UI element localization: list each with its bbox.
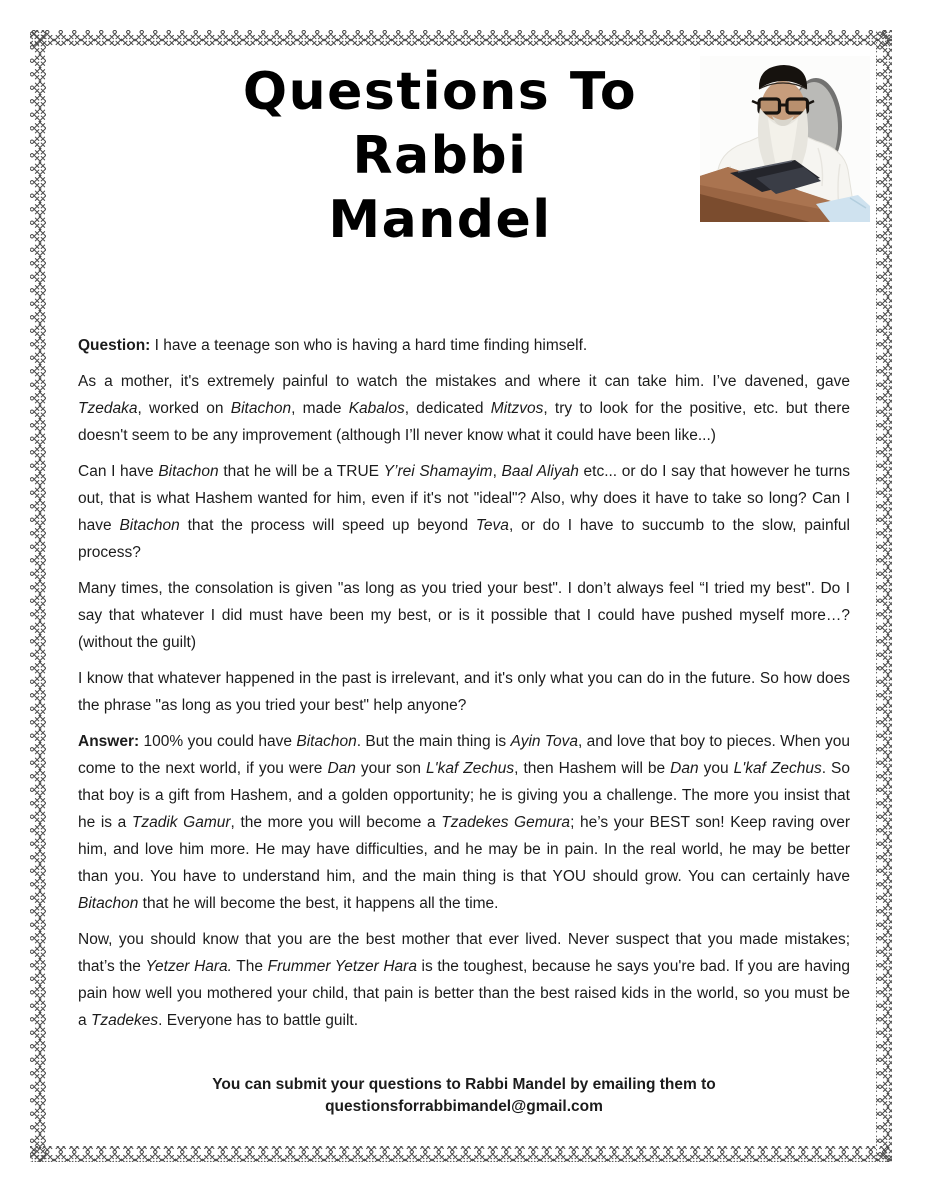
footer — [78, 1074, 850, 1118]
paragraph: As a mother, it's extremely painful to watch the mistakes and where it can take him. I’ve davened, gave Tzedaka, worked on Bitachon, made Kabalos, dedicated Mitzvos, try to look for the positive, etc. but there doesn't seem to be any improvement (although I’ll never know what it could have been like...) — [78, 373, 850, 444]
rabbi-mandel-photo — [700, 56, 870, 222]
paragraph: I know that whatever happened in the past is irrelevant, and it's only what you can do in the future. So how does the phrase "as long as you tried your best" help anyone? — [78, 670, 850, 714]
title-line-1: Questions To — [242, 62, 638, 122]
email-address: questionsforrabbimandel@gmail.com — [325, 1098, 603, 1115]
paragraph: Question: I have a teenage son who is having a hard time finding himself. — [78, 337, 588, 354]
title-line-2: Rabbi — [352, 126, 528, 186]
paragraph: Can I have Bitachon that he will be a TRUE Y’rei Shamayim, Baal Aliyah etc... or do I say that however he turns out, that is what Hashem wanted for him, even if it's not "ideal"? Also, why does it have to take so long? Can I have Bitachon that the process will speed up beyond Teva, or do I have to succumb to the slow, painful process? — [78, 463, 850, 561]
paragraph: Answer: 100% you could have Bitachon. But the main thing is Ayin Tova, and love that boy to pieces. When you come to the next world, if you were Dan your son L'kaf Zechus, then Hashem will be Dan you L'kaf Zechus. So that boy is a gift from Hashem, and a golden opportunity; he is giving you a challenge. The more you insist that he is a Tzadik Gamur, the more you will become a Tzadekes Gemura; he’s your BEST son! Keep raving over him, and love him more. He may have difficulties, and he may be in pain. In the real world, he may be better than you. You have to understand him, and the main thing is that YOU should grow. You can certainly have Bitachon that he will become the best, it happens all the time. — [78, 733, 851, 912]
paragraph: Many times, the consolation is given "as long as you tried your best". I don’t always feel “I tried my best". Do I say that whatever I did must have been my best, or is it possible that I could have pushed myself more…? (without the guilt) — [78, 580, 850, 651]
paragraph: Now, you should know that you are the best mother that ever lived. Never suspect that you made mistakes; that’s the Yetzer Hara. The Frummer Yetzer Hara is the toughest, because he says you're bad. If you are having pain how well you mothered your child, that pain is better than the best raised kids in the world, so you must be a Tzadekes. Everyone has to battle guilt. — [78, 931, 850, 1029]
footer-submit-text: You can submit your questions to Rabbi Mandel by emailing them to — [212, 1076, 716, 1093]
qa-body — [78, 332, 850, 1043]
title-line-3: Mandel — [328, 190, 552, 250]
